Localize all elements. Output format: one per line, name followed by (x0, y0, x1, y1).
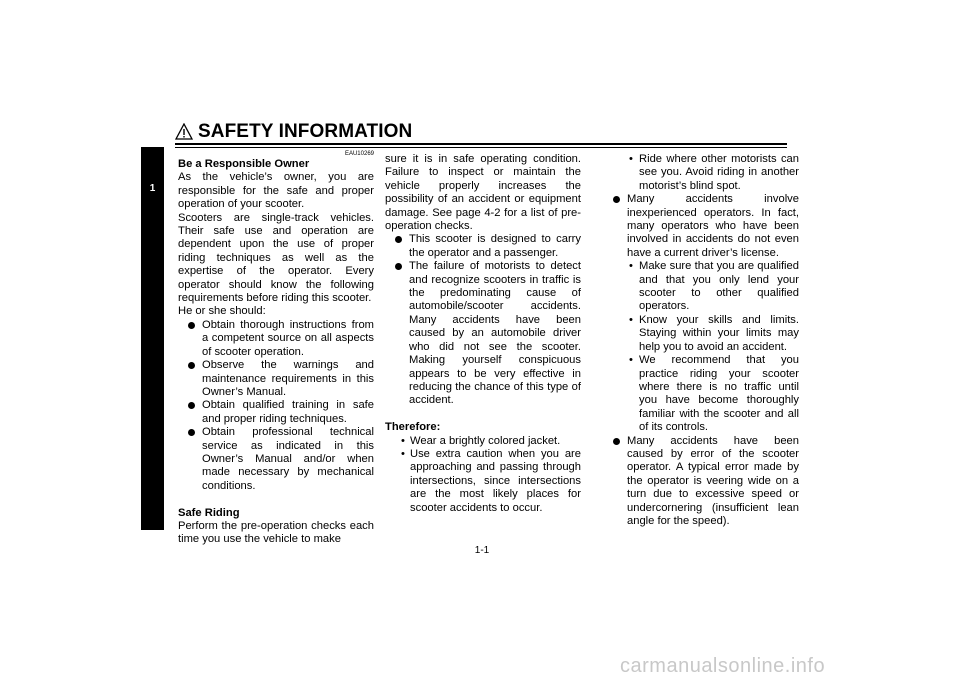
header-rule-thin (175, 147, 787, 148)
list-item: • Wear a brightly colored jacket. (401, 434, 561, 447)
bullet-list (603, 435, 799, 529)
bullet-icon (188, 429, 195, 436)
chapter-number: 1 (149, 183, 156, 194)
small-bullet-icon: • (629, 313, 633, 326)
bullet-icon (613, 438, 620, 445)
page-title: SAFETY INFORMATION (198, 121, 413, 142)
list-item: • Know your skills and limits. Staying within your limits may help you to avoid an accident. (629, 313, 799, 353)
list-item: Observe the warnings and maintenance requirements in this Owner’s Manual. (178, 359, 374, 399)
small-bullet-icon: • (629, 153, 633, 165)
sub-list (603, 260, 799, 434)
watermark: carmanualsonline.info (620, 655, 826, 677)
warning-triangle-icon (175, 123, 193, 140)
list-item: Many accidents involve inexperienced operators. In fact, many operators who have been involved in accidents do not even have a current driver’s license. (603, 193, 799, 260)
page-number: 1-1 (474, 545, 490, 556)
small-bullet-icon: • (629, 260, 633, 273)
section-heading: Safe Riding (178, 506, 240, 519)
small-bullet-icon: • (401, 447, 405, 460)
ref-code: EAU10269 (344, 151, 374, 157)
list-item: Obtain thorough instructions from a competent source on all aspects of scooter operation. (178, 319, 374, 359)
paragraph: sure it is in safe operating condition. Failure to inspect or maintain the vehicle properly increases the possibility of an accident or equipment damage. See page 4-2 for a list of pre-operation checks. (385, 153, 581, 233)
column-3 (603, 153, 799, 528)
list-item: • Ride where other motorists can see you. Avoid riding in another motorist’s blind spot. (629, 153, 799, 192)
list-item: Obtain qualified training in safe and proper riding techniques. (178, 399, 374, 426)
bullet-icon (188, 402, 195, 409)
column-2 (385, 153, 581, 515)
paragraph: Scooters are single-track vehicles. Their safe use and operation are dependent upon the use of proper riding techniques as well as the expertise of the operator. Every operator should know the following requirements before riding this scooter. (178, 211, 374, 305)
sub-list (385, 435, 581, 515)
paragraph: He or she should: (178, 305, 266, 318)
sub-list (603, 153, 799, 193)
list-item: Many accidents have been caused by error of the scooter operator. A typical error made by the operator is veering wide on a turn due to excessive speed or undercornering (insufficient lean angle for the speed). (603, 435, 799, 529)
list-item: • We recommend that you practice riding your scooter where there is no traffic until you have become thoroughly familiar with the scooter and all of its controls. (629, 354, 799, 434)
bullet-list (178, 319, 374, 493)
column-1 (178, 150, 374, 547)
chapter-tab (141, 147, 164, 530)
bullet-icon (395, 263, 402, 270)
bullet-list (603, 193, 799, 260)
header-rule (175, 143, 787, 145)
list-item: • Use extra caution when you are approaching and passing through intersections, since intersections are the most likely places for scooter accidents to occur. (401, 447, 581, 514)
small-bullet-icon: • (629, 354, 633, 367)
section-heading: Be a Responsible Owner (178, 158, 310, 170)
section-header (175, 121, 787, 143)
paragraph: Perform the pre-operation checks each time you use the vehicle to make (178, 519, 374, 546)
bullet-icon (613, 196, 620, 203)
therefore-label: Therefore: (385, 421, 441, 434)
bullet-list (385, 233, 581, 407)
bullet-icon (188, 362, 195, 369)
list-item: The failure of motorists to detect and recognize scooters in traffic is the predominating cause of automobile/scooter accidents. Many accidents have been caused by an automobile driver who did not see the scooter. Making yourself conspicuous appears to be very effective in reducing the chance of this type of accident. (385, 260, 581, 407)
bullet-icon (395, 236, 402, 243)
bullet-icon (188, 322, 195, 329)
paragraph: As the vehicle’s owner, you are responsible for the safe and proper operation of your scooter. (178, 171, 374, 211)
small-bullet-icon: • (401, 434, 405, 447)
list-item: Obtain professional technical service as indicated in this Owner’s Manual and/or when made necessary by mechanical conditions. (178, 426, 374, 493)
list-item: This scooter is designed to carry the operator and a passenger. (385, 233, 581, 260)
list-item: • Make sure that you are qualified and that you only lend your scooter to other qualified operators. (629, 260, 799, 313)
